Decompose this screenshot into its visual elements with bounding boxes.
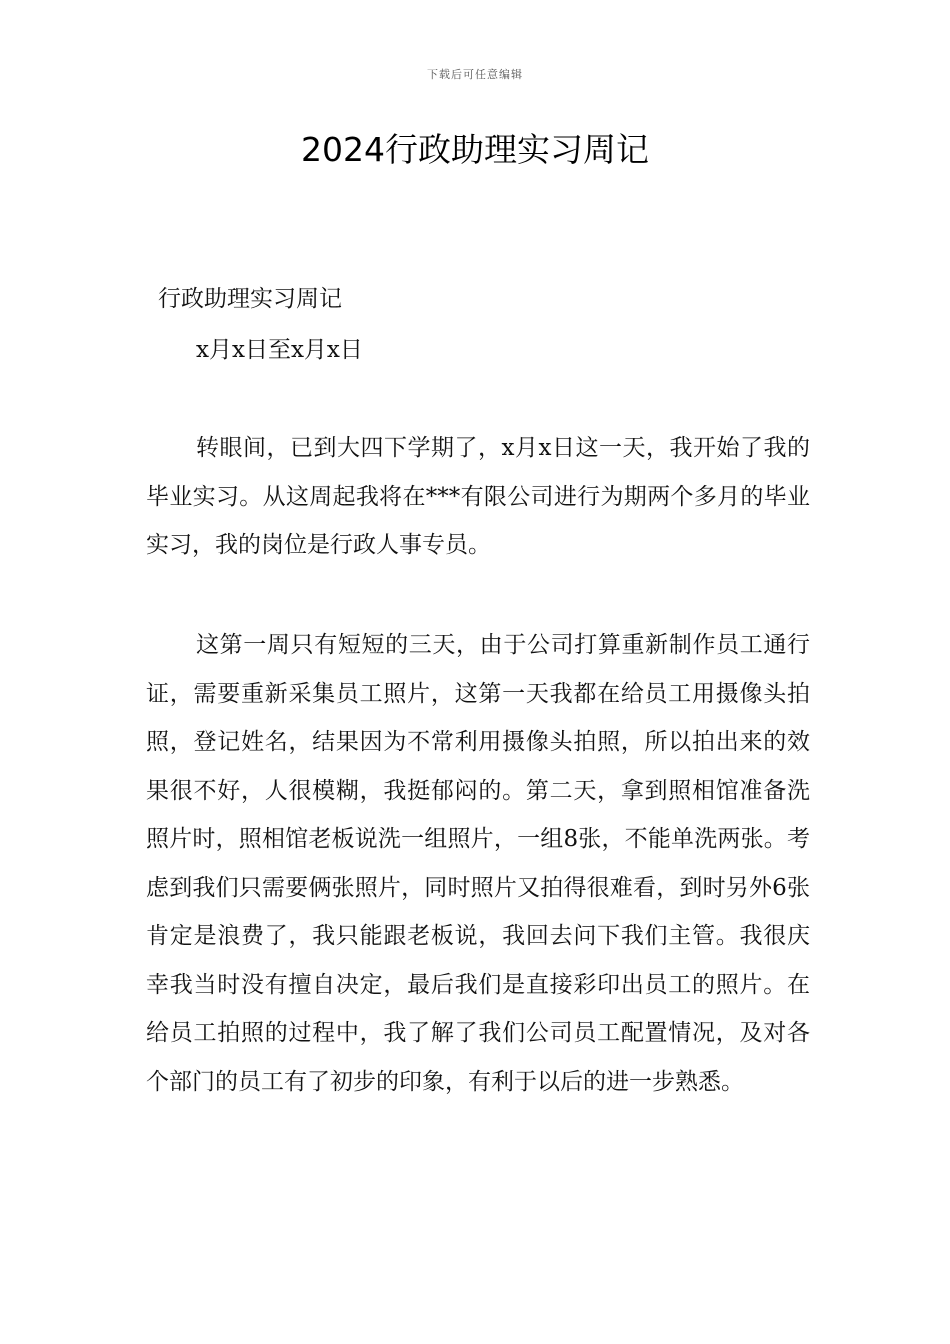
header-watermark: 下载后可任意编辑 xyxy=(427,68,523,81)
document-subtitle: 行政助理实习周记 xyxy=(158,286,342,312)
paragraph-1: 转眼间，已到大四下学期了，x月x日这一天，我开始了我的毕业实习。从这周起我将在***有限公司进行为期两个多月的毕业实习，我的岗位是行政人事专员。 xyxy=(146,435,810,558)
document-title: 2024行政助理实习周记 xyxy=(301,130,649,169)
date-range: x月x日至x月x日 xyxy=(196,337,363,363)
paragraph-2: 这第一周只有短短的三天，由于公司打算重新制作员工通行证，需要重新采集员工照片，这第一天我都在给员工用摄像头拍照，登记姓名，结果因为不常利用摄像头拍照，所以拍出来的效果很不好，人很模糊，我挺郁闷的。第二天，拿到照相馆准备洗照片时，照相馆老板说洗一组照片，一组8张，不能单洗两张。考虑到我们只需要俩张照片，同时照片又拍得很难看，到时另外6张肯定是浪费了，我只能跟老板说，我回去问下我们主管。我很庆幸我当时没有擅自决定，最后我们是直接彩印出员工的照片。在给员工拍照的过程中，我了解了我们公司员工配置情况，及对各个部门的员工有了初步的印象，有利于以后的进一步熟悉。 xyxy=(146,632,810,1095)
